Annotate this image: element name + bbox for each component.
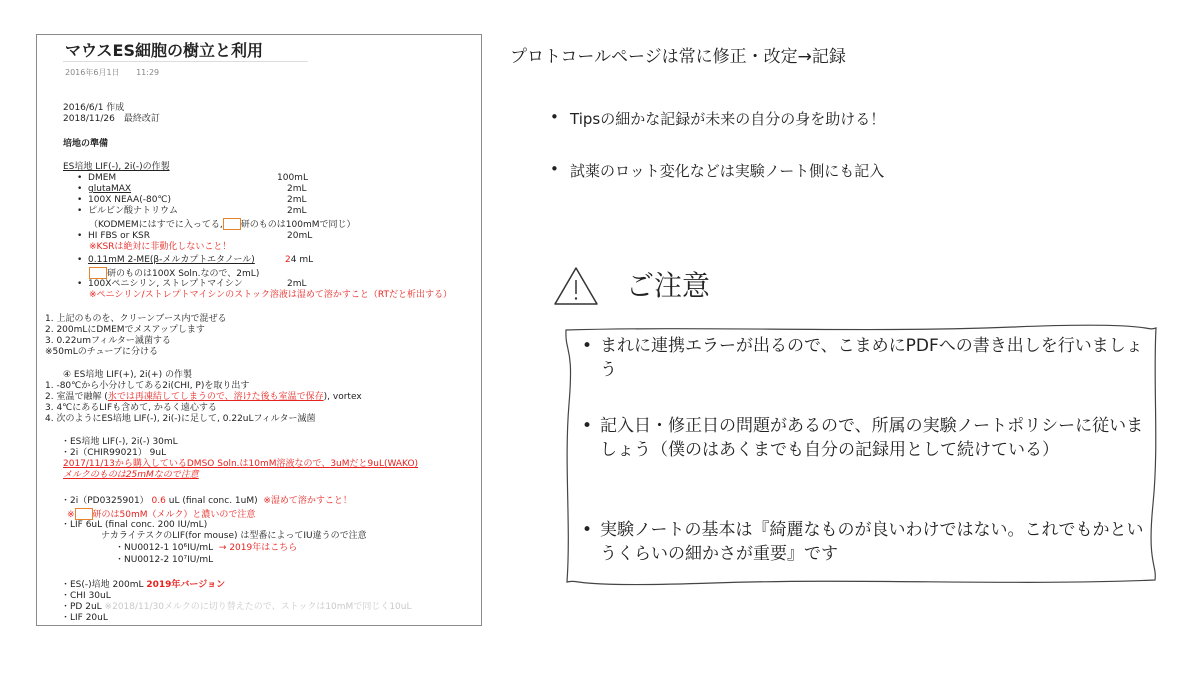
step-line: 1. -80℃から小分けしてある2i(CHI, P)を取り出す xyxy=(45,381,250,391)
pd-warning: ※ 研のは50mM（メルク）と濃いので注意 xyxy=(67,510,256,520)
fbs-warning: ※KSRは絶対に非動化しないこと！ xyxy=(89,242,232,252)
chi-line: ・CHI 30uL xyxy=(61,591,111,601)
redaction-box xyxy=(223,218,241,230)
es-plus-title: ④ ES培地 LIF(+), 2i(+) の作製 xyxy=(63,370,192,380)
reagent-item: • glutaMAX xyxy=(77,184,132,194)
step-line: 2. 200mLにDMEMでメスアップします xyxy=(45,325,205,335)
document-title: マウスES細胞の樹立と利用 xyxy=(65,41,263,60)
caution-title: ご注意 xyxy=(626,269,711,302)
reagent-amount: 2mL xyxy=(287,206,307,216)
section-title: 培地の準備 xyxy=(63,139,109,149)
lif-item: ・NU0012-1 10⁶IU/mL → 2019年はこちら xyxy=(115,543,298,553)
redaction-box xyxy=(75,508,93,520)
step-line: 3. 0.22umフィルター滅菌する xyxy=(45,336,171,346)
pyruvate-note: （KODMEMにはすでに入ってる, 研のものは100mMで同じ） xyxy=(89,220,356,230)
redaction-box xyxy=(89,267,107,279)
lif-note: ナカライテスクのLIF(for mouse) は型番によってIU違うので注意 xyxy=(101,531,367,541)
mix-line: ・2i（CHIR99021） 9uL xyxy=(61,448,167,458)
warning-icon xyxy=(552,265,600,307)
step-line: 2. 室温で融解 (氷では再凍結してしまうので、溶けた後も室温で保存), vortex xyxy=(45,392,362,402)
step-line: ※50mLのチューブに分ける xyxy=(45,347,159,357)
mix-warning: 2017/11/13から購入しているDMSO Soln.は10mM溶液なので、3uMだと9uL(WAKO) xyxy=(63,459,419,469)
time-text: 11:29 xyxy=(136,68,160,77)
step-line: 3. 4℃にあるLIFも含めて, かるく遠心する xyxy=(45,403,217,413)
reagent-amount: 2mL xyxy=(287,279,307,289)
reagent-amount: 20mL xyxy=(287,231,313,241)
protocol-heading: プロトコールページは常に修正・改定→記録 xyxy=(510,47,846,67)
reagent-item: • 100X NEAA(-80℃) xyxy=(77,195,172,205)
reagent-item: • 0.11mM 2-ME(β-メルカプトエタノール) xyxy=(77,255,255,265)
reagent-item: • 100Xペニシリン, ストレプトマイシン xyxy=(77,279,243,289)
me-note: 研のものは100X Soln.なので、2mL) xyxy=(89,267,259,280)
note-item: • まれに連携エラーが出るので、こまめにPDFへの書き出しを行いましょう xyxy=(582,336,1143,380)
created-date: 2016/6/1 作成 xyxy=(63,103,125,113)
lif2-line: ・LIF 20uL xyxy=(61,613,108,623)
mix-warning: メルクのものは25mMなので注意 xyxy=(63,470,199,480)
step-line: 4. 次のようにES培地 LIF(-), 2i(-)に足して, 0.22uLフィルター滅菌 xyxy=(45,414,316,424)
pd-line: ・2i（PD0325901） 0.6 uL (final conc. 1uM) ※湿めて溶かすこと！ xyxy=(61,496,352,506)
document-date xyxy=(65,67,173,78)
title-divider xyxy=(63,61,308,62)
reagent-item: • HI FBS or KSR xyxy=(77,231,151,241)
pen-warning: ※ペニシリン/ストレプトマイシンのストック溶液は湿めて溶かすこと（RTだと析出する） xyxy=(89,290,452,300)
reagent-amount: 2mL xyxy=(287,195,307,205)
note-item: • 実験ノートの基本は『綺麗なものが良いわけではない。これでもかというくらいの細かさが重要』です xyxy=(582,520,1144,564)
protocol-document xyxy=(36,34,482,626)
lif-line: ・LIF 6uL (final conc. 200 IU/mL) xyxy=(61,520,208,530)
reagent-item: • ピルビン酸ナトリウム xyxy=(77,206,178,216)
note-item: • 記入日・修正日の問題があるので、所属の実験ノートポリシーに従いましょう（僕のはあくまでも自分の記録用として続けている） xyxy=(582,416,1144,460)
tip-item: • 試薬のロット変化などは実験ノート側にも記入 xyxy=(570,160,884,181)
date-text: 2016年6月1日 xyxy=(65,68,120,77)
revised-date: 2018/11/26 最終改訂 xyxy=(63,114,160,124)
reagent-amount: 100mL xyxy=(277,173,308,183)
reagent-amount: 2mL xyxy=(287,184,307,194)
step-line: 1. 上記のものを、クリーンブース内で混ぜる xyxy=(45,314,227,324)
mix-line: ・ES培地 LIF(-), 2i(-) 30mL xyxy=(61,437,178,447)
pd2-line: ・PD 2uL ※2018/11/30メルクのに切り替えたので、ストックは10mMで同じく10uL xyxy=(61,602,412,612)
reagent-amount: 24 mL xyxy=(285,255,314,265)
lif-item: ・NU0012-2 10⁷IU/mL xyxy=(115,555,214,565)
es2019-line: ・ES(-)培地 200mL 2019年バージョン xyxy=(61,580,226,590)
tip-item: • Tipsの細かな記録が未来の自分の身を助ける！ xyxy=(570,108,885,129)
es-medium-title: ES培地 LIF(-), 2i(-)の作製 xyxy=(63,162,170,172)
reagent-item: • DMEM xyxy=(77,173,117,183)
